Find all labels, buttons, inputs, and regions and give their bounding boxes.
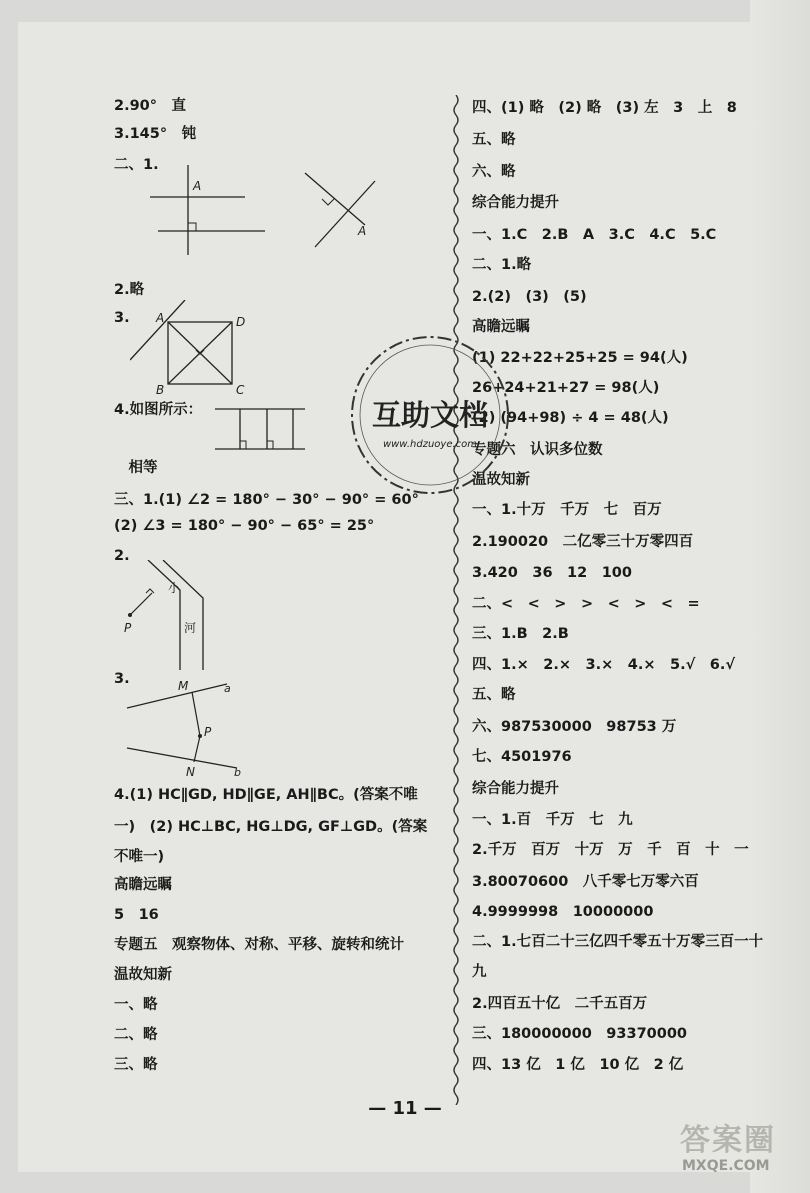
answer-line: 专题五 观察物体、对称、平移、旋转和统计: [114, 937, 404, 953]
answer-line: 二、1.略: [472, 257, 532, 273]
answer-line: 26+24+21+27 = 98(人): [472, 380, 660, 396]
svg-text:A: A: [156, 311, 165, 325]
answer-line: 4.9999998 10000000: [472, 904, 654, 920]
answer-line: 综合能力提升: [472, 195, 559, 211]
svg-text:小: 小: [168, 581, 181, 595]
wavy-column-divider: [452, 95, 460, 1105]
svg-text:b: b: [234, 766, 241, 778]
svg-text:P: P: [204, 725, 212, 739]
answer-line: 四、(1) 略 (2) 略 (3) 左 3 上 8: [472, 100, 737, 116]
answer-line: 三、1.(1) ∠2 = 180° − 30° − 90° = 60°: [114, 492, 419, 508]
answer-line: 温故知新: [472, 472, 530, 488]
answer-line: 3.420 36 12 100: [472, 565, 632, 581]
answer-line: 不唯一): [114, 849, 165, 865]
answer-line: 一、1.C 2.B A 3.C 4.C 5.C: [472, 227, 717, 243]
answer-line: 2.190020 二亿零三十万零四百: [472, 534, 694, 550]
page-number: — 11 —: [368, 1098, 442, 1119]
answer-line: 一、1.百 千万 七 九: [472, 812, 633, 828]
answer-line: 3.: [114, 671, 130, 687]
answer-line: 2.90° 直: [114, 98, 187, 114]
answer-line: (2) ∠3 = 180° − 90° − 65° = 25°: [114, 518, 375, 534]
answer-line: 六、略: [472, 164, 516, 180]
figure-label: A: [358, 224, 367, 238]
answer-line: 六、987530000 98753 万: [472, 719, 677, 735]
answer-line: 3.145° 钝: [114, 126, 197, 142]
answer-line: 温故知新: [114, 967, 172, 983]
watermark-stamp: [345, 330, 515, 500]
answer-line: 四、1.× 2.× 3.× 4.× 5.√ 6.√: [472, 657, 736, 673]
answer-line: 2.四百五十亿 二千五百万: [472, 996, 648, 1012]
answer-line: 二、略: [114, 1027, 158, 1043]
corner-watermark: 答案圈: [680, 1123, 776, 1158]
answer-line: 4.如图所示：: [114, 402, 203, 418]
svg-text:P: P: [124, 621, 132, 635]
figure-label: A: [193, 179, 202, 193]
answer-line: 5 16: [114, 907, 159, 923]
answer-line: 3.80070600 八千零七万零六百: [472, 874, 699, 890]
perpendicular-figure-1: [150, 165, 380, 255]
corner-watermark-url: MXQE.COM: [682, 1158, 770, 1174]
answer-line: 七、4501976: [472, 749, 572, 765]
stamp-url: www.hdzuoye.com: [382, 439, 478, 450]
river-figure: [118, 560, 218, 670]
answer-line: 2.略: [114, 282, 145, 298]
answer-line: 3.: [114, 310, 130, 326]
answer-line: 综合能力提升: [472, 781, 559, 797]
answer-line: 专题六 认识多位数: [472, 442, 603, 458]
square-figure: [130, 300, 260, 400]
svg-text:C: C: [236, 383, 245, 397]
answer-line: (2) (94+98) ÷ 4 = 48(人): [472, 410, 669, 426]
answer-line: 一、略: [114, 997, 158, 1013]
answer-line: 四、13 亿 1 亿 10 亿 2 亿: [472, 1057, 684, 1073]
lines-ab-figure: [122, 678, 252, 778]
svg-text:N: N: [186, 765, 195, 778]
answer-line: 高瞻远瞩: [472, 319, 530, 335]
answer-line: 九: [472, 964, 487, 980]
answer-line: 三、180000000 93370000: [472, 1026, 688, 1042]
answer-line: 二、< < > > < > < =: [472, 596, 700, 612]
answer-line: 三、1.B 2.B: [472, 626, 569, 642]
svg-text:a: a: [224, 682, 231, 695]
answer-line: 高瞻远瞩: [114, 877, 172, 893]
svg-text:M: M: [178, 679, 189, 693]
answer-line: 2.(2) (3) (5): [472, 289, 587, 305]
svg-text:B: B: [156, 383, 165, 397]
answer-line: 二、1.七百二十三亿四千零五十万零三百一十: [472, 934, 764, 950]
answer-line: 一、1.十万 千万 七 百万: [472, 502, 662, 518]
answer-line: 一) (2) HC⊥BC, HG⊥DG, GF⊥GD。(答案: [114, 819, 428, 835]
answer-line: 二、1.: [114, 157, 159, 173]
answer-line: 4.(1) HC∥GD, HD∥GE, AH∥BC。(答案不唯: [114, 787, 418, 803]
answer-line: (1) 22+22+25+25 = 94(人): [472, 350, 688, 366]
answer-line: 相等: [114, 460, 158, 476]
svg-text:D: D: [236, 315, 246, 329]
answer-line: 五、略: [472, 687, 516, 703]
answer-line: 2.千万 百万 十万 万 千 百 十 一: [472, 842, 749, 858]
answer-line: 2.: [114, 548, 130, 564]
stamp-text: 互助文档: [371, 398, 489, 432]
answer-line: 三、略: [114, 1057, 158, 1073]
parallel-figure: [215, 405, 305, 455]
page-edge-shadow: [750, 0, 810, 1193]
svg-text:河: 河: [184, 621, 197, 635]
answer-line: 五、略: [472, 132, 516, 148]
